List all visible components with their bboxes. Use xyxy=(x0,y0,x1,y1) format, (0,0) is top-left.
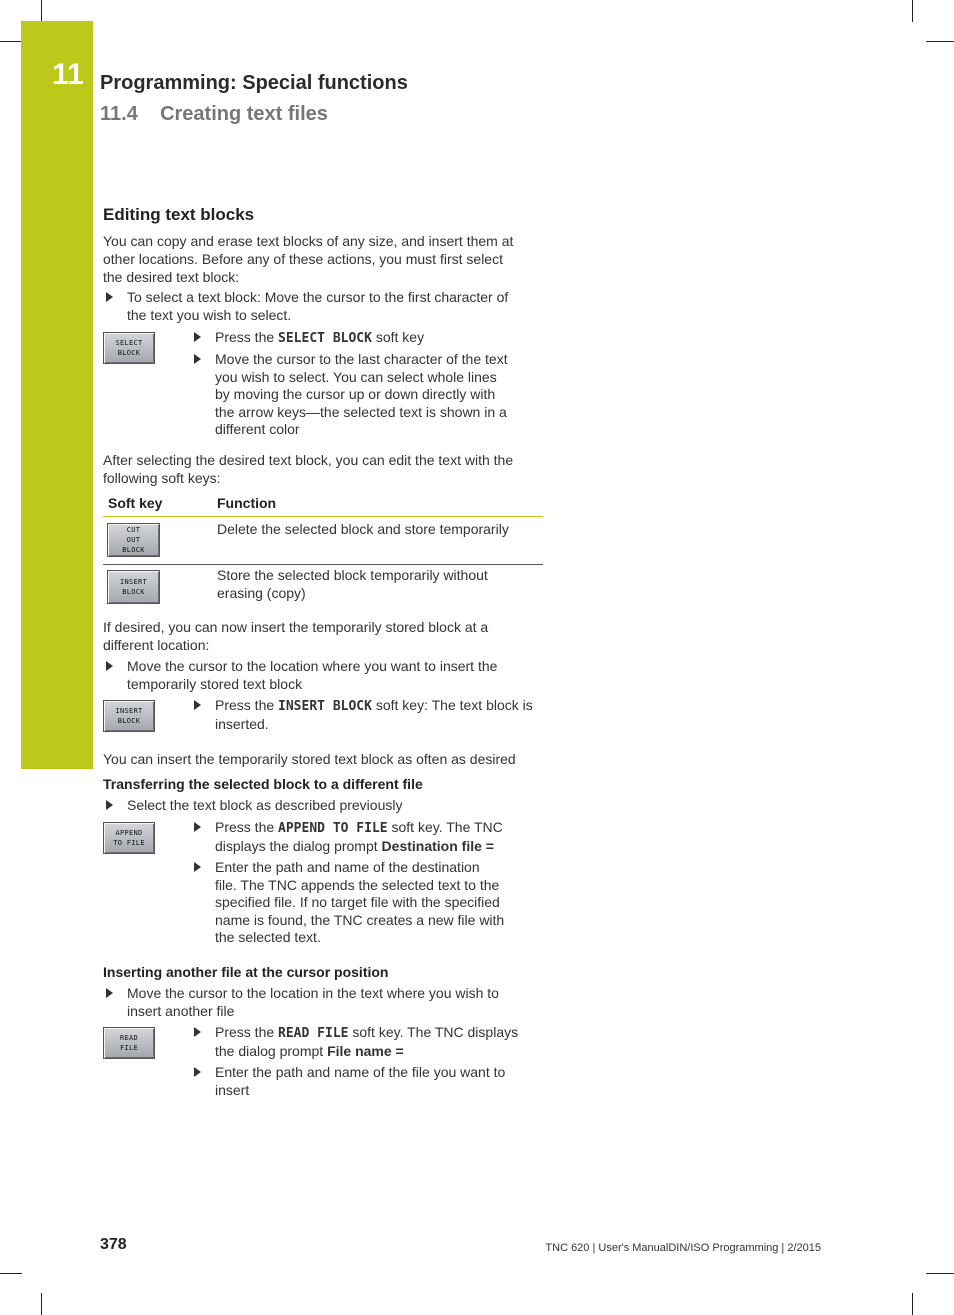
crop-mark xyxy=(926,41,954,42)
cut-out-block-softkey[interactable] xyxy=(107,523,160,557)
softkey-label: CUT OUT BLOCK xyxy=(122,526,145,554)
dialog-prompt: Destination file = xyxy=(381,837,494,854)
section-title xyxy=(100,103,328,126)
softkey-label: READ FILE xyxy=(119,1034,139,1052)
heading-transferring-block: Transferring the selected block to a different file xyxy=(103,776,423,792)
bullet-arrow-icon xyxy=(194,1067,201,1077)
footer-doc-info: TNC 620 | User's ManualDIN/ISO Programming | 2/2015 xyxy=(545,1242,821,1254)
bullet-arrow-icon xyxy=(106,800,113,810)
bullet-arrow-icon xyxy=(194,1027,201,1037)
crop-mark xyxy=(912,1293,913,1315)
text-run: soft key. The TNC xyxy=(387,819,503,835)
text-line: If desired, you can now insert the temporarily stored block at a xyxy=(103,619,489,635)
text-line: insert another file xyxy=(127,1002,235,1019)
text-run: the dialog prompt xyxy=(215,1042,328,1059)
text-line: Enter the path and name of the file you want to xyxy=(215,1064,506,1080)
text-line: you wish to select. You can select whole lines xyxy=(215,368,497,385)
softkey-name: INSERT BLOCK xyxy=(278,699,372,714)
text-line: Move the cursor to the location where you want to insert the xyxy=(127,658,498,674)
text-line: Select the text block as described previously xyxy=(127,797,403,813)
text-line: the text you wish to select. xyxy=(127,306,292,323)
table-row-function xyxy=(217,521,509,539)
heading-editing-text-blocks: Editing text blocks xyxy=(103,205,255,224)
bullet-arrow-icon xyxy=(194,862,201,872)
text-run: displays the dialog prompt xyxy=(215,837,382,854)
text-line: You can copy and erase text blocks of any size, and insert them at xyxy=(103,233,514,249)
softkey-label: SELECT BLOCK xyxy=(115,339,143,357)
bullet-arrow-icon xyxy=(194,354,201,364)
bullet-arrow-icon xyxy=(194,700,201,710)
insert-paragraph xyxy=(103,618,543,654)
select-block-softkey[interactable] xyxy=(103,332,155,364)
softkey-name: READ FILE xyxy=(278,1026,349,1041)
text-line: Delete the selected block and store temporarily xyxy=(217,521,509,537)
softkey-name: SELECT BLOCK xyxy=(278,331,372,346)
text-line: Enter the path and name of the destination xyxy=(215,859,480,875)
bullet-arrow-icon xyxy=(106,988,113,998)
table-header-rule xyxy=(103,516,543,517)
text-line: After selecting the desired text block, you can edit the text with the xyxy=(103,452,514,468)
crop-mark xyxy=(0,41,22,42)
insert-note: You can insert the temporarily stored text block as often as desired xyxy=(103,751,516,767)
insert-block-softkey[interactable] xyxy=(103,700,155,732)
page-number: 378 xyxy=(100,1236,127,1253)
text-line: by moving the cursor up or down directly with xyxy=(215,386,496,402)
text-line: the selected text. xyxy=(215,929,321,945)
text-line: Store the selected block temporarily without xyxy=(217,567,488,583)
text-line: different color xyxy=(215,421,300,437)
table-row-function xyxy=(217,567,488,602)
text-run: soft key. The TNC displays xyxy=(348,1024,519,1040)
text-line: the desired text block: xyxy=(103,269,240,285)
table-row-rule xyxy=(103,564,543,565)
text-run: Press the xyxy=(215,819,279,835)
text-run: Press the xyxy=(215,329,279,345)
chapter-title: Programming: Special functions xyxy=(100,72,408,94)
crop-mark xyxy=(41,0,42,22)
softkey-label: INSERT BLOCK xyxy=(119,578,148,596)
intro-paragraph xyxy=(103,232,543,286)
read-file-softkey[interactable] xyxy=(103,1027,155,1059)
softkey-label: INSERT BLOCK xyxy=(115,707,143,725)
softkey-name: APPEND TO FILE xyxy=(278,821,388,836)
crop-mark xyxy=(0,1273,22,1274)
text-line: different location: xyxy=(103,637,210,653)
text-line: following soft keys: xyxy=(103,470,221,486)
text-run: soft key xyxy=(371,329,425,345)
section-name: Creating text files xyxy=(160,103,328,125)
dialog-prompt: File name = xyxy=(327,1042,404,1059)
heading-inserting-another-file: Inserting another file at the cursor position xyxy=(103,964,389,980)
bullet-arrow-icon xyxy=(194,822,201,832)
crop-mark xyxy=(926,1273,954,1274)
text-line: specified file. If no target file with the specified xyxy=(215,894,500,910)
after-selecting-paragraph xyxy=(103,451,543,487)
text-line: erasing (copy) xyxy=(217,584,306,601)
chapter-number: 11 xyxy=(52,58,84,91)
crop-mark xyxy=(41,1293,42,1315)
text-line: To select a text block: Move the cursor to the first character of xyxy=(127,289,509,305)
text-line: Move the cursor to the last character of the text xyxy=(215,351,508,367)
chapter-sidebar xyxy=(21,21,93,769)
append-to-file-softkey[interactable] xyxy=(103,822,155,854)
text-line: the arrow keys—the selected text is shown in a xyxy=(215,403,507,420)
table-header-softkey: Soft key xyxy=(108,495,163,511)
text-line: file. The TNC appends the selected text to the xyxy=(215,876,500,893)
text-line: name is found, the TNC creates a new file with xyxy=(215,911,505,928)
bullet-arrow-icon xyxy=(106,292,113,302)
text-run: Press the xyxy=(215,697,279,713)
text-line: inserted. xyxy=(215,715,269,732)
section-number: 11.4 xyxy=(100,103,138,125)
bullet-arrow-icon xyxy=(194,332,201,342)
insert-block-softkey[interactable] xyxy=(107,570,160,604)
text-line: other locations. Before any of these actions, you must first select xyxy=(103,251,503,267)
table-header-function: Function xyxy=(217,495,277,511)
text-line: temporarily stored text block xyxy=(127,675,303,692)
bullet-arrow-icon xyxy=(106,661,113,671)
text-run: Press the xyxy=(215,1024,279,1040)
text-line: Move the cursor to the location in the text where you wish to xyxy=(127,985,499,1001)
softkey-label: APPEND TO FILE xyxy=(113,829,145,847)
text-line: insert xyxy=(215,1081,250,1098)
crop-mark xyxy=(912,0,913,22)
text-run: soft key: The text block is xyxy=(371,697,533,713)
